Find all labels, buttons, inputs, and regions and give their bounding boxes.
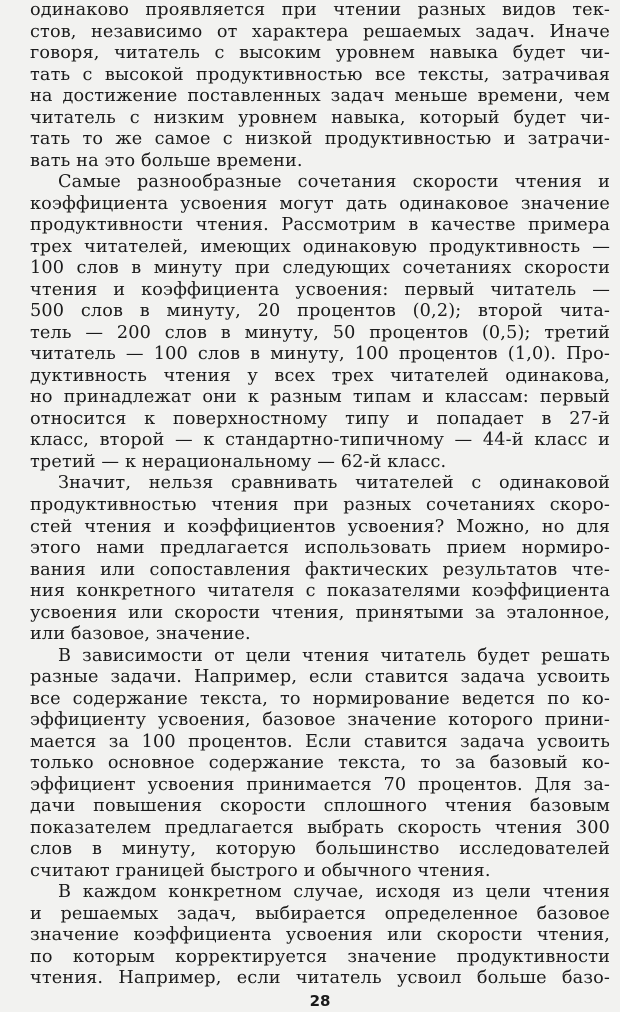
text-line: показателем предлагается выбрать скорость чтения 300 bbox=[30, 817, 610, 838]
paragraph-first-line: В каждом конкретном случае, исходя из цели чтения bbox=[58, 882, 610, 903]
text-line: этого нами предлагается использовать прием нормиро- bbox=[30, 538, 610, 559]
text-line: разные задачи. Например, если ставится задача усвоить bbox=[30, 667, 610, 688]
text-line: 500 слов в минуту, 20 процентов (0,2); второй чита- bbox=[30, 301, 610, 322]
text-line: эффициенту усвоения, базовое значение которого прини- bbox=[30, 710, 610, 731]
text-line: но принадлежат они к разным типам и классам: первый bbox=[30, 387, 610, 408]
text-line: чтения и коэффициента усвоения: первый читатель — bbox=[30, 279, 610, 300]
text-line: и решаемых задач, выбирается определенное базовое bbox=[30, 903, 610, 924]
text-line: слов в минуту, которую большинство исследователей bbox=[30, 839, 610, 860]
text-line: стей чтения и коэффициентов усвоения? Можно, но для bbox=[30, 516, 610, 537]
text-line: дачи повышения скорости сплошного чтения базовым bbox=[30, 796, 610, 817]
text-line: одинаково проявляется при чтении разных видов тек- bbox=[30, 0, 610, 20]
text-line: вания или сопоставления фактических результатов чте- bbox=[30, 559, 610, 580]
paragraph-first-line: Самые разнообразные сочетания скорости чтения и bbox=[58, 172, 610, 193]
text-line: тать с высокой продуктивностью все тексты, затрачивая bbox=[30, 64, 610, 85]
text-line: трех читателей, имеющих одинаковую продуктивность — bbox=[30, 236, 610, 257]
text-line: эффициент усвоения принимается 70 процентов. Для за- bbox=[30, 774, 610, 795]
text-line: третий — к нерациональному — 62-й класс. bbox=[30, 451, 447, 472]
page-number: 28 bbox=[309, 992, 331, 1010]
text-line: говоря, читатель с высоким уровнем навыка будет чи- bbox=[30, 43, 610, 64]
text-line: ния конкретного читателя с показателями коэффициента bbox=[30, 581, 610, 602]
text-line: или базовое, значение. bbox=[30, 624, 251, 645]
book-page bbox=[30, 0, 610, 1012]
text-line: на достижение поставленных задач меньше времени, чем bbox=[30, 86, 610, 107]
text-line: чтения. Например, если читатель усвоил больше базо- bbox=[30, 968, 610, 989]
text-line: все содержание текста, то нормирование ведется по ко- bbox=[30, 688, 610, 709]
paragraph-first-line: В зависимости от цели чтения читатель будет решать bbox=[58, 645, 610, 666]
text-line: стов, независимо от характера решаемых задач. Иначе bbox=[30, 21, 610, 42]
text-line: тать то же самое с низкой продуктивностью и затрачи- bbox=[30, 129, 610, 150]
text-line: мается за 100 процентов. Если ставится задача усвоить bbox=[30, 731, 610, 752]
text-line: коэффициента усвоения могут дать одинаковое значение bbox=[30, 193, 610, 214]
text-line: продуктивностью чтения при разных сочетаниях скоро- bbox=[30, 495, 610, 515]
text-line: читатель — 100 слов в минуту, 100 процентов (1,0). Про- bbox=[30, 344, 610, 365]
text-line: продуктивности чтения. Рассмотрим в качестве примера bbox=[30, 215, 610, 236]
text-line: 100 слов в минуту при следующих сочетаниях скорости bbox=[30, 258, 610, 279]
text-line: относится к поверхностному типу и попадает в 27-й bbox=[30, 408, 610, 429]
text-line: значение коэффициента усвоения или скорости чтения, bbox=[30, 925, 610, 946]
text-line: тель — 200 слов в минуту, 50 процентов (0,5); третий bbox=[30, 322, 610, 343]
text-line: только основное содержание текста, то за базовый ко- bbox=[30, 753, 610, 774]
text-line: дуктивность чтения у всех трех читателей одинакова, bbox=[30, 365, 610, 386]
text-line: считают границей быстрого и обычного чтения. bbox=[30, 860, 491, 881]
text-line: класс, второй — к стандартно-типичному — 44-й класс и bbox=[30, 430, 610, 451]
paragraph-first-line: Значит, нельзя сравнивать читателей с одинаковой bbox=[58, 473, 610, 494]
text-line: вать на это больше времени. bbox=[30, 150, 303, 171]
text-line: усвоения или скорости чтения, принятыми за эталонное, bbox=[30, 602, 610, 623]
text-line: по которым корректируется значение продуктивности bbox=[30, 946, 610, 967]
text-line: читатель с низким уровнем навыка, который будет чи- bbox=[30, 107, 610, 128]
